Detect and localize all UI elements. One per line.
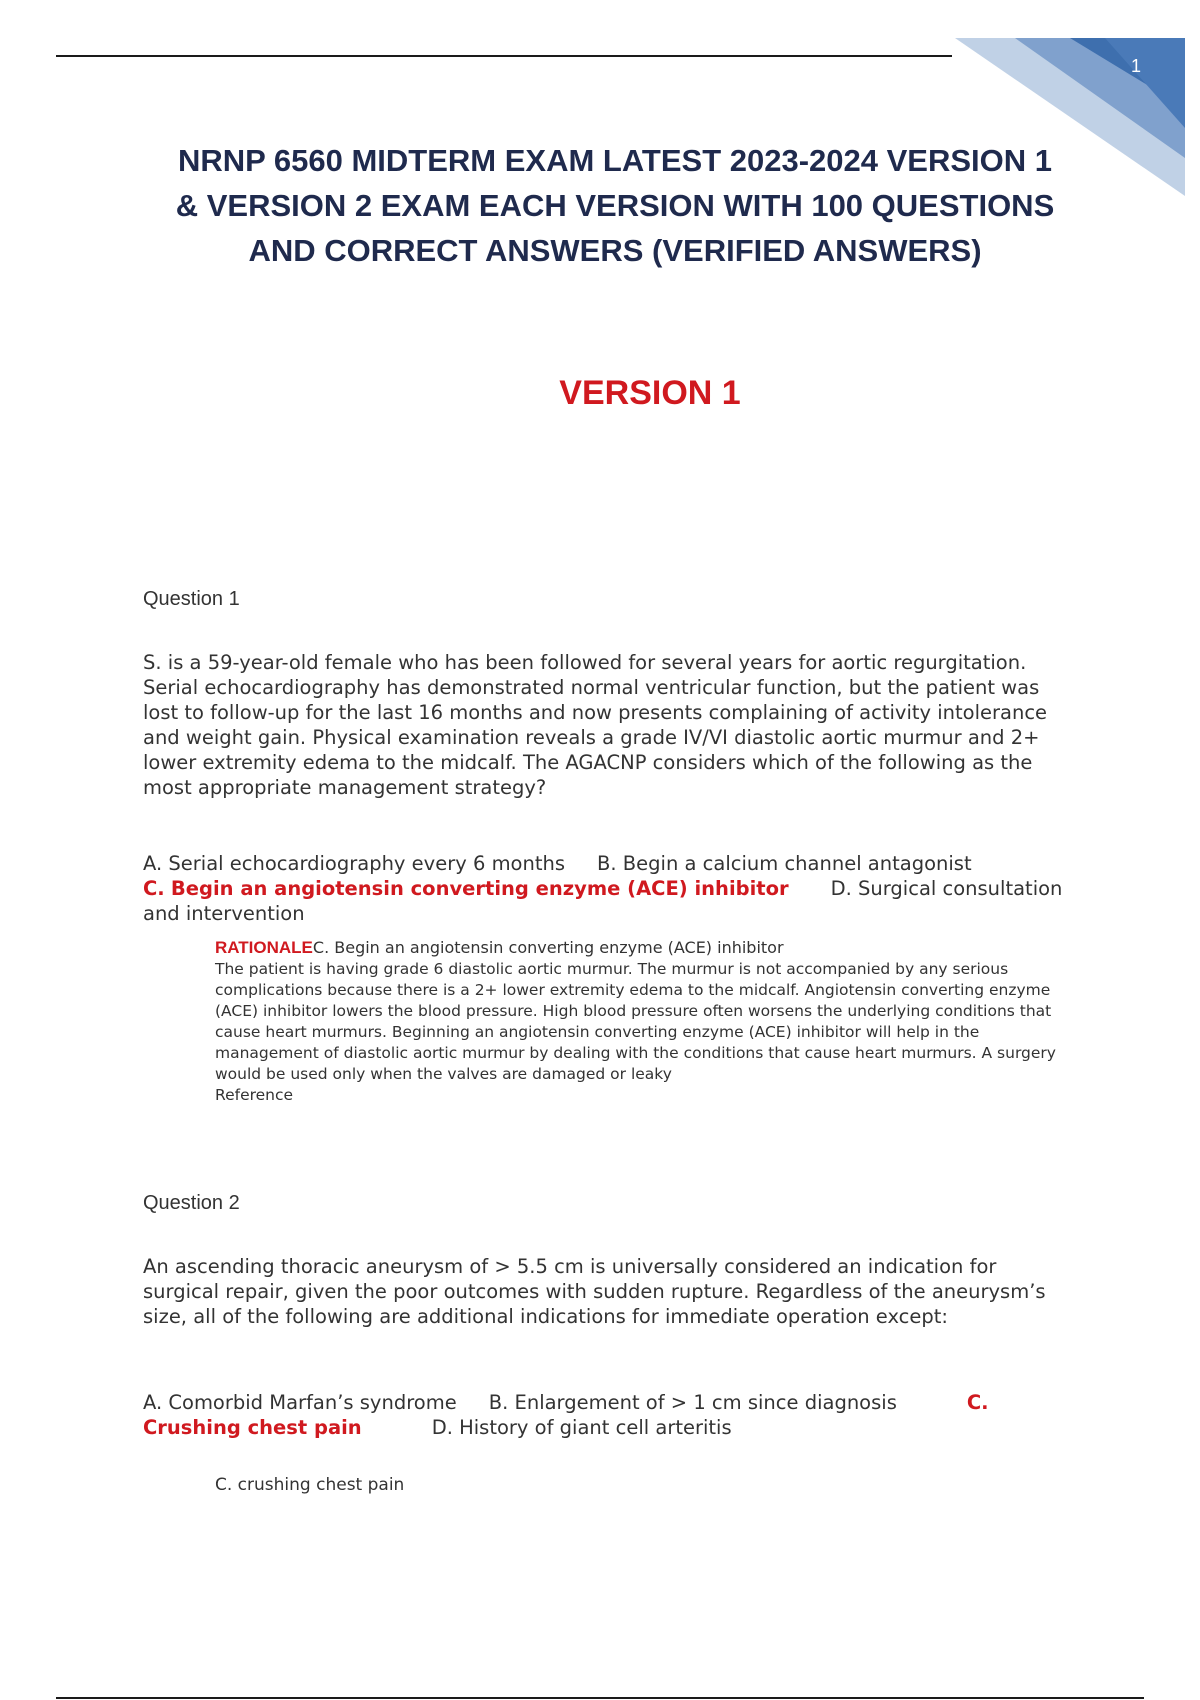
question-1-stem: S. is a 59-year-old female who has been followed for several years for aortic regurgitation. Serial echocardiography has demonstrated normal ventricular function, but the patient was lost to follow-up for the last 16 months and now presents complaining of activity intolerance and weight gain. Physical examination reveals a grade IV/VI diastolic aortic murmur and 2+ lower extremity edema to the midcalf. The AGACNP considers which of the following as the most appropriate management strategy? [143, 651, 1048, 799]
rationale-title: C. Begin an angiotensin converting enzyme (ACE) inhibitor [312, 938, 784, 957]
header-rule [56, 55, 952, 57]
title-line: & VERSION 2 EXAM EACH VERSION WITH 100 QUESTIONS [175, 188, 1055, 223]
choice-d: D. History of giant cell arteritis [431, 1416, 732, 1439]
question-1-choices [143, 851, 1073, 926]
question-2-choices [143, 1390, 1073, 1440]
rationale-text: The patient is having grade 6 diastolic aortic murmur. The murmur is not accompanied by any serious complications because there is a 2+ lower extremity edema to the midcalf. Angiotensin converting enzyme (ACE) inhibitor lowers the blood pressure. High blood pressure often worsens the underlying conditions that cause heart murmurs. Beginning an angiotensin converting enzyme (ACE) inhibitor will help in the management of diastolic aortic murmur by dealing with the conditions that cause heart murmurs. A surgery would be used only when the valves are damaged or leaky [215, 960, 1056, 1083]
rationale-label: RATIONALE [215, 938, 313, 957]
question-2-stem: An ascending thoracic aneurysm of > 5.5 cm is universally considered an indication for surgical repair, given the poor outcomes with sudden rupture. Regardless of the aneurysm’s size, all of the following are additional indications for immediate operation except: [143, 1255, 1046, 1328]
choice-c-correct: Begin an angiotensin converting enzyme (ACE) inhibitor [170, 877, 789, 900]
choice-a: A. Serial echocardiography every 6 months [143, 852, 566, 875]
choice-a: A. Comorbid Marfan’s syndrome [143, 1391, 457, 1414]
question-1-label: Question 1 [143, 588, 240, 610]
version-heading: VERSION 1 [559, 374, 741, 412]
choice-b: B. Enlargement of > 1 cm since diagnosis [488, 1391, 897, 1414]
reference-label: Reference [215, 1086, 294, 1104]
title-line: NRNP 6560 MIDTERM EXAM LATEST 2023-2024 VERSION 1 [177, 143, 1052, 178]
choice-d: D. Surgical consultation and intervention [143, 877, 1063, 925]
choice-c-correct: Crushing chest pain [143, 1416, 362, 1439]
footer-rule [56, 1697, 1144, 1699]
title-line: AND CORRECT ANSWERS (VERIFIED ANSWERS) [248, 233, 982, 268]
rationale-block [215, 937, 1075, 1106]
answer-note: C. crushing chest pain [215, 1475, 405, 1495]
document-title [140, 138, 1090, 273]
choice-c-letter: C. [966, 1391, 989, 1414]
choice-b: B. Begin a calcium channel antagonist [597, 852, 972, 875]
choice-c-letter: C. [143, 877, 165, 900]
page-number: 1 [1130, 56, 1141, 76]
question-2-label: Question 2 [143, 1192, 240, 1214]
